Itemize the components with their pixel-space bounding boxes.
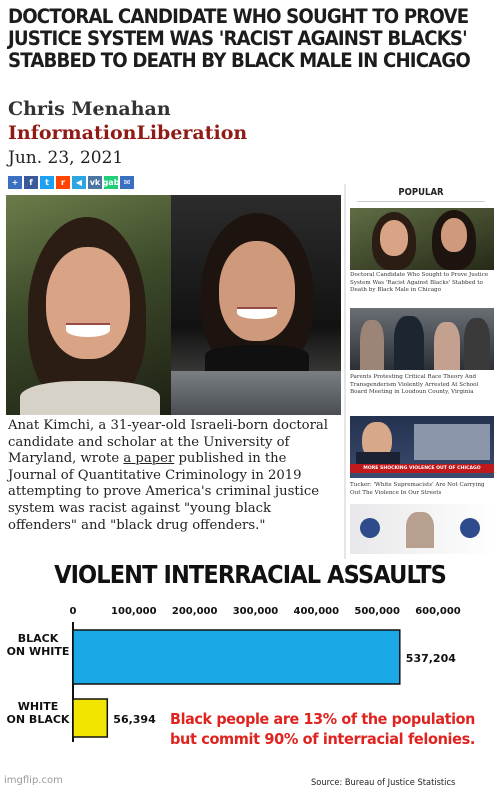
caption-text: published in the Journal of Quantitative Criminology in 2019 attempting to prove America's criminal justice system was racist against "young black offenders" and "black drug offenders." <box>8 451 320 533</box>
telegram-icon[interactable]: ◀ <box>72 176 86 189</box>
x-tick-label: 0 <box>69 606 77 617</box>
popular-banner: MORE SHOCKING VIOLENCE OUT OF CHICAGO <box>350 464 494 473</box>
photo-portrait-right <box>171 195 341 415</box>
headline-line: DOCTORAL CANDIDATE WHO SOUGHT TO PROVE <box>8 5 469 28</box>
popular-thumbnail[interactable] <box>350 308 494 370</box>
bar <box>73 699 107 737</box>
popular-item-title[interactable]: Doctoral Candidate Who Sought to Prove Justice System Was 'Racist Against Blacks' Stabbed to Death by Black Male in Chicago <box>350 272 489 293</box>
data-label: 56,394 <box>113 713 156 726</box>
caption-text: Anat Kimchi, a 31-year-old Israeli-born doctoral candidate and scholar at the University of Maryland, wrote <box>8 418 328 467</box>
x-tick-label: 300,000 <box>232 606 279 617</box>
photo-caption <box>8 418 338 534</box>
x-tick-label: 400,000 <box>293 606 340 617</box>
popular-item-title[interactable]: Parents Protesting Critical Race Theory And Transgenderism Violently Arrested At School Board Meeting in Loudoun County, Virginia <box>350 374 479 395</box>
share-buttons <box>8 176 134 189</box>
popular-thumbnail[interactable] <box>350 208 494 270</box>
twitter-icon[interactable]: t <box>40 176 54 189</box>
popular-heading: POPULAR <box>357 184 485 202</box>
facebook-icon[interactable]: f <box>24 176 38 189</box>
reddit-icon[interactable]: r <box>56 176 70 189</box>
gab-icon[interactable]: gab <box>102 178 120 187</box>
claim-text: but commit 90% of interracial felonies. <box>170 730 475 748</box>
site-name[interactable]: InformationLiberation <box>8 122 248 144</box>
source-note: Source: Bureau of Justice Statistics <box>311 778 456 788</box>
interracial-assaults-bar-chart <box>0 600 500 775</box>
plus-icon[interactable]: + <box>8 176 22 189</box>
headline-line: STABBED TO DEATH BY BLACK MALE IN CHICAGO <box>8 49 471 72</box>
imgflip-watermark: imgflip.com <box>4 775 63 786</box>
publish-date: Jun. 23, 2021 <box>8 148 124 168</box>
x-tick-label: 200,000 <box>171 606 218 617</box>
email-icon[interactable]: ✉ <box>120 176 134 189</box>
headline-line: JUSTICE SYSTEM WAS 'RACIST AGAINST BLACKS' <box>8 27 467 50</box>
article-headline <box>8 5 471 72</box>
paper-link[interactable]: a paper <box>123 451 175 467</box>
category-label: BLACK <box>17 632 59 645</box>
claim-text: Black people are 13% of the population <box>170 710 475 728</box>
x-tick-label: 100,000 <box>111 606 157 617</box>
vk-icon[interactable]: vk <box>89 178 101 187</box>
graphic-title: VIOLENT INTERRACIAL ASSAULTS <box>54 560 446 589</box>
popular-thumbnail[interactable] <box>350 504 494 554</box>
popular-sidebar <box>344 184 496 559</box>
category-label: ON BLACK <box>6 713 70 726</box>
bar <box>73 630 400 684</box>
category-label: WHITE <box>17 700 59 713</box>
popular-item-title[interactable]: Tucker: 'White Supremacists' Are Not Carrying Out The Violence In Our Streets <box>350 482 485 496</box>
x-tick-label: 500,000 <box>354 606 400 617</box>
category-label: ON WHITE <box>6 645 70 658</box>
data-label: 537,204 <box>405 652 456 665</box>
popular-thumbnail[interactable] <box>350 416 494 478</box>
photo-portrait-left <box>6 195 171 415</box>
x-tick-label: 600,000 <box>415 606 461 617</box>
author-name[interactable]: Chris Menahan <box>8 98 171 120</box>
